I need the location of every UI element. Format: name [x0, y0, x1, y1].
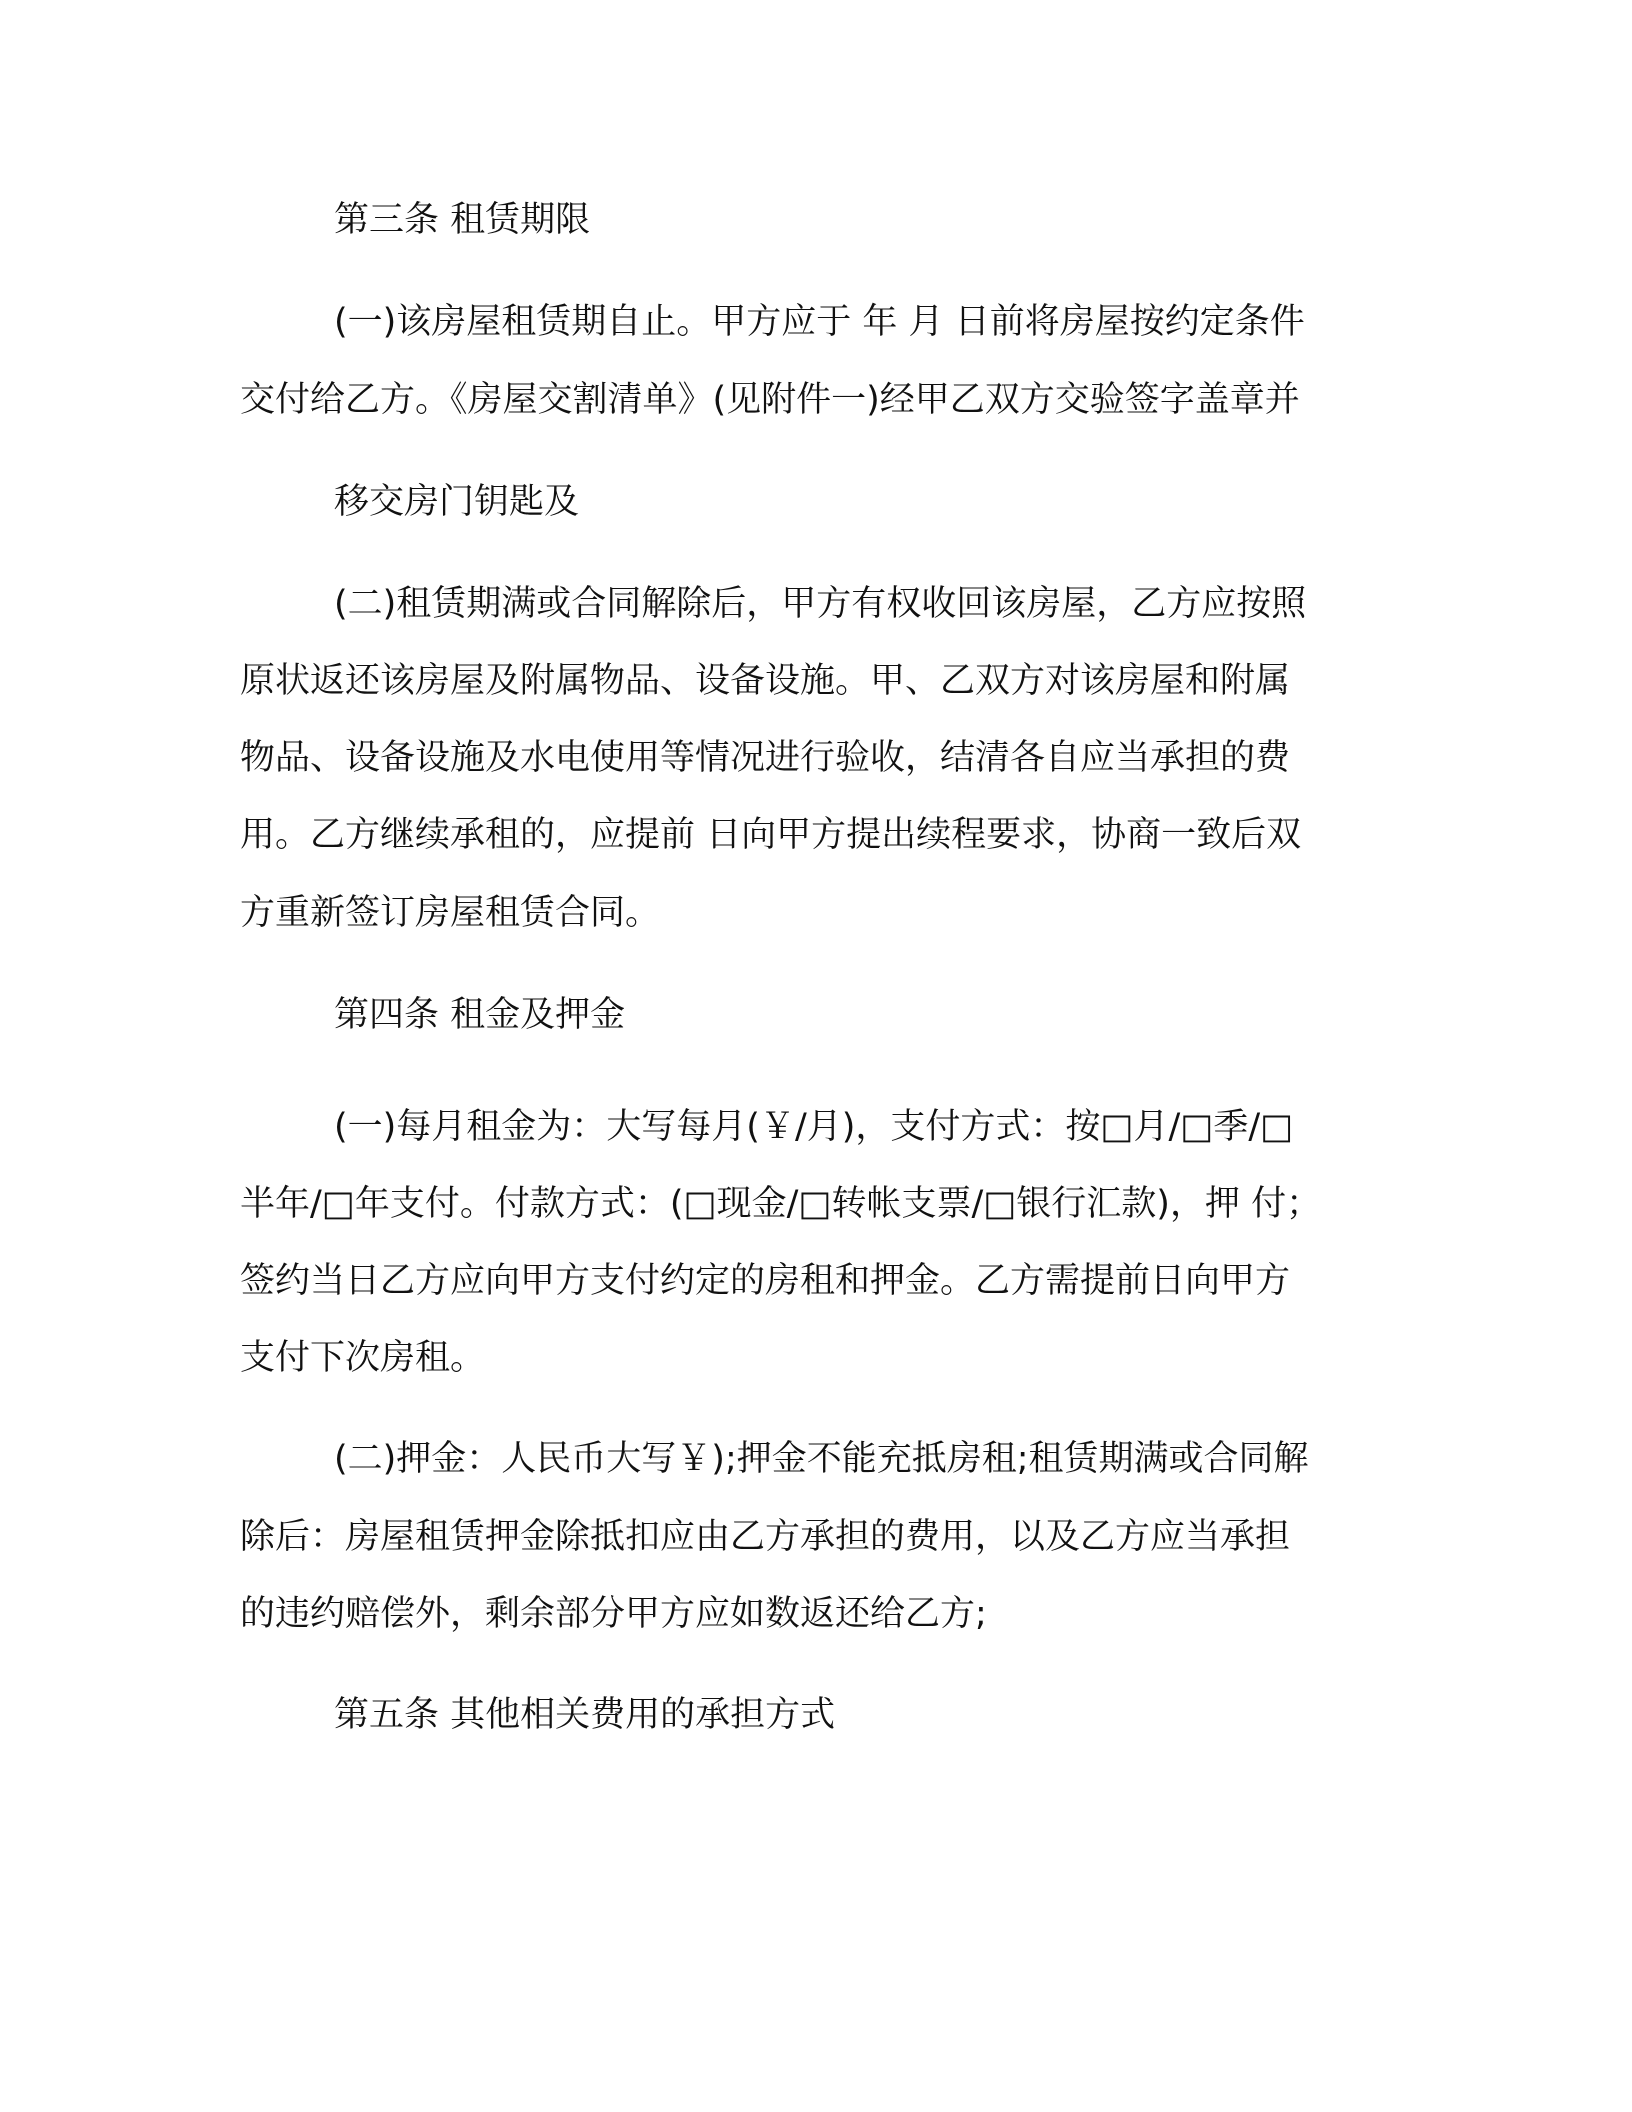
article-3-para-2-line-4: 用。乙方继续承租的，应提前 日向甲方提出续程要求，协商一致后双: [240, 815, 1302, 855]
article-4-para-2-line-1: (二)押金：人民币大写￥);押金不能充抵房租;租赁期满或合同解: [334, 1439, 1309, 1479]
article-3-para-1-line-2: 交付给乙方。《房屋交割清单》(见附件一)经甲乙双方交验签字盖章并: [240, 380, 1300, 420]
article-4-para-1-line-4: 支付下次房租。: [240, 1338, 486, 1378]
article-4-para-2-line-3: 的违约赔偿外，剩余部分甲方应如数返还给乙方;: [240, 1594, 987, 1634]
article-3-para-2-line-1: (二)租赁期满或合同解除后，甲方有权收回该房屋，乙方应按照: [334, 584, 1307, 624]
article-3-para-1-continuation: 移交房门钥匙及: [334, 482, 580, 522]
article-3-para-2-line-5: 方重新签订房屋租赁合同。: [240, 893, 661, 933]
article-4-para-1-line-2: 半年/□年支付。付款方式：(□现金/□转帐支票/□银行汇款)，押 付；: [240, 1184, 1322, 1224]
article-4-para-2-line-2: 除后：房屋租赁押金除抵扣应由乙方承担的费用，以及乙方应当承担: [240, 1517, 1291, 1557]
article-3-para-1-line-1: (一)该房屋租赁期自止。甲方应于 年 月 日前将房屋按约定条件: [334, 302, 1305, 342]
article-3-heading: 第三条 租赁期限: [334, 200, 591, 240]
article-3-para-2-line-2: 原状返还该房屋及附属物品、设备设施。甲、乙双方对该房屋和附属: [240, 661, 1291, 701]
article-3-para-2-line-3: 物品、设备设施及水电使用等情况进行验收，结清各自应当承担的费: [240, 738, 1291, 778]
article-4-para-1-line-1: (一)每月租金为：大写每月(￥/月)，支付方式：按□月/□季/□: [334, 1107, 1294, 1147]
article-4-heading: 第四条 租金及押金: [334, 995, 626, 1035]
article-4-para-1-line-3: 签约当日乙方应向甲方支付约定的房租和押金。乙方需提前日向甲方: [240, 1261, 1291, 1301]
article-5-heading: 第五条 其他相关费用的承担方式: [334, 1695, 836, 1735]
